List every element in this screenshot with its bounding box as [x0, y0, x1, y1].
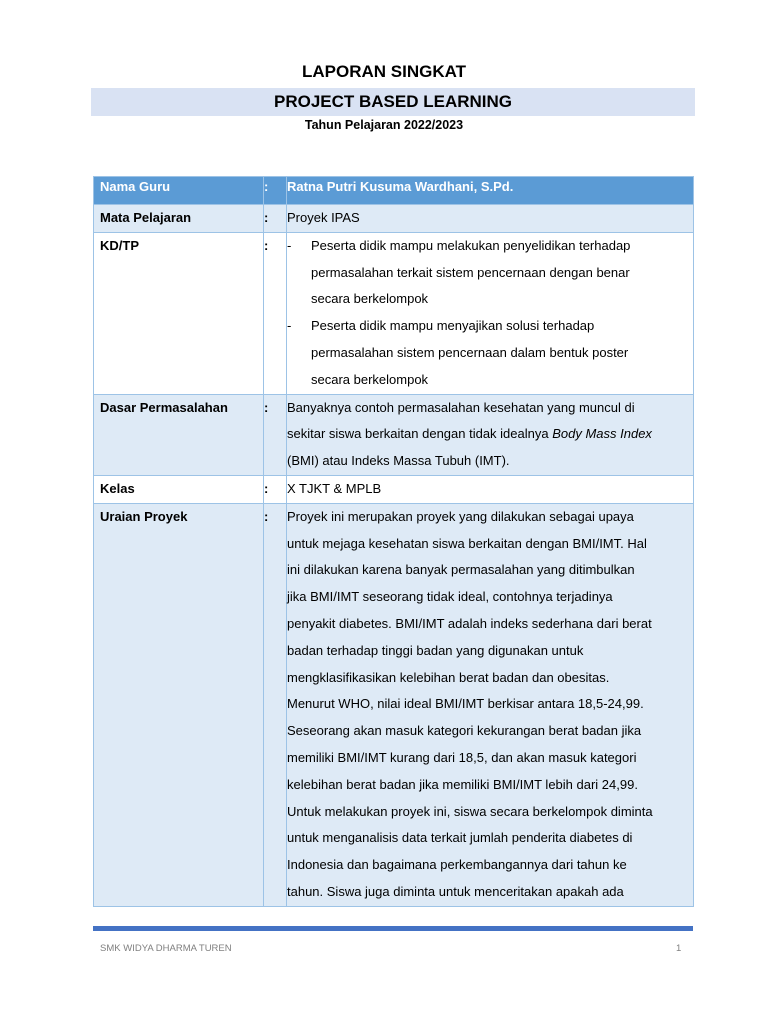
bullet-dash: -: [287, 237, 292, 253]
colon: :: [264, 179, 269, 194]
uraian-line: mengklasifikasikan kelebihan berat badan dan obesitas.: [287, 669, 610, 685]
uraian-line: Untuk melakukan proyek ini, siswa secara berkelompok diminta: [287, 803, 653, 819]
kd-tp-line: Peserta didik mampu melakukan penyelidikan terhadap: [311, 237, 631, 253]
report-title: LAPORAN SINGKAT: [301, 62, 466, 81]
uraian-line: tahun. Siswa juga diminta untuk menceritakan apakah ada: [287, 883, 624, 899]
dasar-line: (BMI) atau Indeks Massa Tubuh (IMT).: [287, 453, 510, 469]
label-dasar-permasalahan: Dasar Permasalahan: [94, 394, 264, 475]
row-dasar-permasalahan: [94, 394, 694, 475]
uraian-line: Proyek ini merupakan proyek yang dilakukan sebagai upaya: [287, 508, 634, 524]
dasar-line: Banyaknya contoh permasalahan kesehatan yang muncul di: [287, 399, 635, 415]
kd-tp-line: permasalahan terkait sistem pencernaan dengan benar: [311, 264, 630, 280]
uraian-line: penyakit diabetes. BMI/IMT adalah indeks sederhana dari berat: [287, 615, 652, 631]
label-kelas: Kelas: [94, 475, 264, 503]
uraian-line: Indonesia dan bagaimana perkembangannya dari tahun ke: [287, 857, 627, 873]
value-kelas: X TJKT & MPLB: [287, 475, 694, 503]
colon: :: [264, 394, 287, 475]
uraian-line: kelebihan berat badan jika memiliki BMI/IMT lebih dari 24,99.: [287, 776, 638, 792]
page-number: 1: [676, 943, 682, 954]
uraian-line: ini dilakukan karena banyak permasalahan yang ditimbulkan: [287, 562, 635, 578]
uraian-line: jika BMI/IMT seseorang tidak ideal, contohnya terjadinya: [287, 589, 613, 605]
kd-tp-line: permasalahan sistem pencernaan dalam bentuk poster: [311, 344, 629, 360]
uraian-line: untuk mejaga kesehatan siswa berkaitan dengan BMI/IMT. Hal: [287, 535, 647, 551]
label-kd-tp: KD/TP: [94, 232, 264, 394]
uraian-line: Seseorang akan masuk kategori kekurangan berat badan jika: [287, 723, 642, 739]
uraian-line: untuk menganalisis data terkait jumlah penderita diabetes di: [287, 830, 633, 846]
row-kelas: [94, 475, 694, 503]
uraian-line: memiliki BMI/IMT kurang dari 18,5, dan akan masuk kategori: [287, 749, 637, 765]
colon: :: [264, 503, 287, 906]
footer-school-name: SMK WIDYA DHARMA TUREN: [100, 943, 232, 954]
label-uraian-proyek: Uraian Proyek: [94, 503, 264, 906]
bullet-dash: -: [287, 318, 292, 334]
dasar-emphasis: Body Mass Index: [552, 426, 652, 442]
kd-tp-line: Peserta didik mampu menyajikan solusi terhadap: [311, 318, 595, 334]
uraian-line: badan terhadap tinggi badan yang digunakan untuk: [287, 642, 584, 658]
academic-year: Tahun Pelajaran 2022/2023: [304, 118, 464, 132]
colon: :: [264, 232, 287, 394]
kd-tp-line: secara berkelompok: [311, 291, 429, 307]
colon: :: [264, 475, 287, 503]
project-info-table: [93, 176, 694, 907]
kd-tp-item: [287, 313, 685, 393]
value-nama-guru: Ratna Putri Kusuma Wardhani, S.Pd.: [287, 179, 514, 194]
uraian-line: Menurut WHO, nilai ideal BMI/IMT berkisar antara 18,5-24,99.: [287, 696, 644, 712]
kd-tp-line: secara berkelompok: [311, 371, 429, 387]
kd-tp-item: [287, 233, 685, 313]
report-subtitle: PROJECT BASED LEARNING: [91, 88, 695, 116]
footer-divider: [93, 926, 693, 931]
dasar-line: [287, 421, 685, 448]
dasar-text: sekitar siswa berkaitan dengan tidak idealnya: [287, 426, 553, 442]
row-kd-tp: [94, 232, 694, 394]
label-mata-pelajaran: Mata Pelajaran: [94, 205, 264, 233]
row-nama-guru: [94, 177, 694, 205]
row-uraian-proyek: [94, 503, 694, 906]
row-mata-pelajaran: [94, 205, 694, 233]
label-nama-guru: Nama Guru: [100, 179, 171, 194]
colon: :: [264, 205, 287, 233]
value-mata-pelajaran: Proyek IPAS: [287, 205, 694, 233]
